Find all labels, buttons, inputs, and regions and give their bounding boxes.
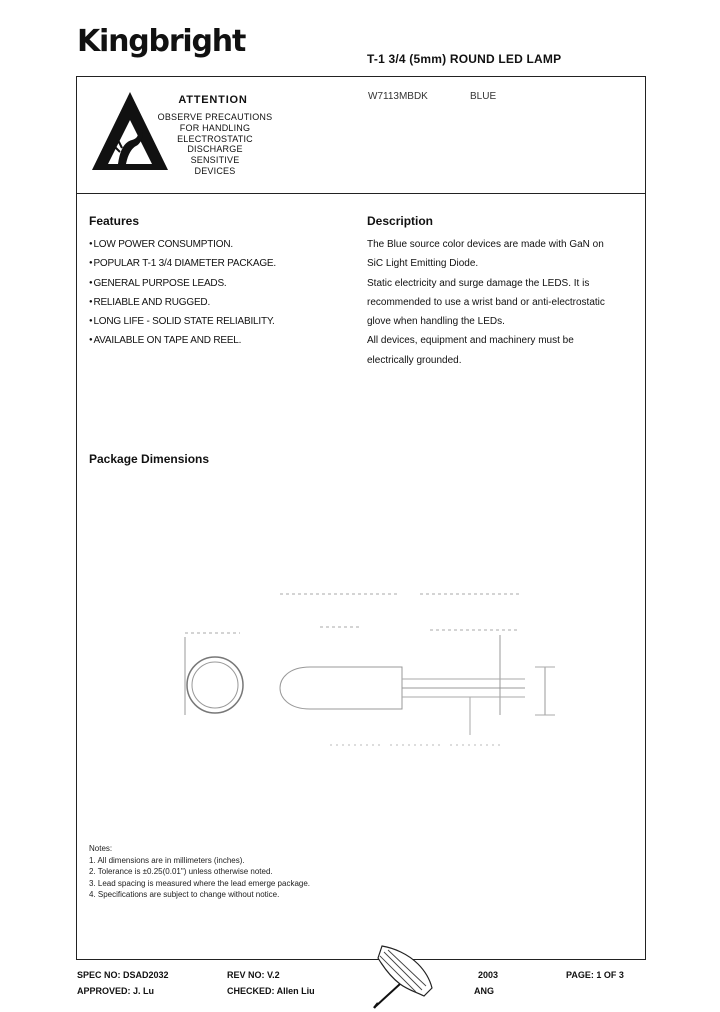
notes-title: Notes: <box>89 844 113 853</box>
attention-text <box>148 112 282 177</box>
spec-frame <box>76 76 646 960</box>
note-item: 3. Lead spacing is measured where the lead emerge package. <box>89 878 311 888</box>
note-item: 4. Specifications are subject to change without notice. <box>89 890 280 899</box>
header-divider <box>76 193 646 194</box>
hand-pen-icon <box>364 940 438 1010</box>
description-line: glove when handling the LEDs. <box>367 316 505 328</box>
feature-item: ● GENERAL PURPOSE LEADS. <box>89 274 276 293</box>
feature-item: ● AVAILABLE ON TAPE AND REEL. <box>89 331 276 350</box>
package-dimension-drawing <box>180 575 560 765</box>
description-line: The Blue source color devices are made with GaN on <box>367 239 604 250</box>
attention-line: DEVICES <box>194 165 236 176</box>
feature-item: ● POPULAR T-1 3/4 DIAMETER PACKAGE. <box>89 254 276 273</box>
package-dimensions-heading: Package Dimensions <box>89 452 210 466</box>
revision-number: REV NO: V.2 <box>227 970 280 980</box>
drawn-by: ANG <box>474 986 494 996</box>
note-item: 1. All dimensions are in millimeters (inches). <box>89 855 245 865</box>
part-number: W7113MBDK <box>368 91 428 102</box>
checked-by: CHECKED: Allen Liu <box>227 986 315 996</box>
description-heading: Description <box>367 214 434 228</box>
attention-line: SENSITIVE <box>190 155 240 166</box>
attention-title: ATTENTION <box>178 94 248 106</box>
description-line: electrically grounded. <box>367 354 462 366</box>
description-text <box>367 235 605 370</box>
notes-block <box>89 843 310 901</box>
feature-item: ● LONG LIFE - SOLID STATE RELIABILITY. <box>89 312 276 331</box>
approved-by: APPROVED: J. Lu <box>77 986 155 996</box>
description-line: recommended to use a wrist band or anti-electrostatic <box>367 296 605 308</box>
attention-line: ELECTROSTATIC <box>177 133 253 144</box>
document-title: T-1 3/4 (5mm) ROUND LED LAMP <box>367 52 562 66</box>
attention-line: OBSERVE PRECAUTIONS <box>157 112 273 122</box>
feature-item: ● LOW POWER CONSUMPTION. <box>89 235 276 254</box>
description-line: All devices, equipment and machinery must be <box>367 335 574 347</box>
attention-line: FOR HANDLING <box>179 122 251 133</box>
footer-date: 2003 <box>478 970 499 980</box>
note-item: 2. Tolerance is ±0.25(0.01") unless otherwise noted. <box>89 867 273 876</box>
features-list <box>89 235 276 351</box>
attention-line: DISCHARGE <box>187 144 243 155</box>
description-line: SiC Light Emitting Diode. <box>367 258 479 270</box>
description-line: Static electricity and surge damage the LEDS. It is <box>367 277 590 289</box>
spec-number: SPEC NO: DSAD2032 <box>77 970 169 980</box>
kingbright-logo: Kingbright <box>77 24 246 59</box>
feature-item: ● RELIABLE AND RUGGED. <box>89 293 276 312</box>
page-number: PAGE: 1 OF 3 <box>566 970 624 980</box>
part-color: BLUE <box>470 91 497 102</box>
features-heading: Features <box>89 214 140 228</box>
